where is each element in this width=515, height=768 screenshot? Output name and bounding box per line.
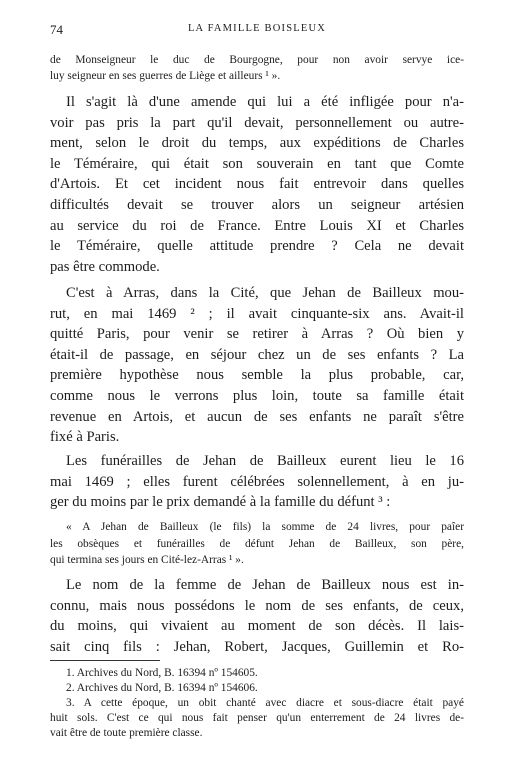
text-line: quitté Paris, pour venir se retirer à Arras ? Où bien y xyxy=(50,326,464,343)
footnote-rule xyxy=(50,660,160,661)
text-line: ment, selon le droit du temps, aux expéditions de Charles xyxy=(50,135,464,152)
footnote: 1. Archives du Nord, B. 16394 nº 154605. xyxy=(66,667,258,679)
text-line: les obsèques et funérailles de défunt Jehan de Bailleux, son père, xyxy=(50,537,464,550)
text-line: mai 1469 ; elles furent célébrées solennellement, à en ju- xyxy=(50,473,464,490)
text-line: C'est à Arras, dans la Cité, que Jehan de Bailleux mou- xyxy=(66,285,464,301)
footnote: vait être de toute première classe. xyxy=(50,727,203,739)
paragraph-continuation xyxy=(50,52,464,84)
text-line: pas être commode. xyxy=(50,258,160,275)
text-line: ger du moins par le prix demandé à la famille du défunt ³ : xyxy=(50,494,391,511)
text-line: de Monseigneur le duc de Bourgogne, pour non avoir servye ice- xyxy=(50,54,464,66)
paragraph-funerailles xyxy=(50,451,464,513)
text-line: comme nous le verrons plus loin, toute sa famille était xyxy=(50,387,464,404)
text-line: Le nom de la femme de Jehan de Bailleux nous est in- xyxy=(66,577,464,593)
running-header xyxy=(50,22,464,38)
text-line: au service du roi de France. Entre Louis XI et Charles xyxy=(50,217,464,234)
text-line: « A Jehan de Bailleux (le fils) la somme de 24 livres, pour paîer xyxy=(66,521,464,533)
text-line: connu, mais nous possédons le nom de ses enfants, de ceux, xyxy=(50,597,464,614)
text-line: Les funérailles de Jehan de Bailleux eurent lieu le 16 xyxy=(66,453,464,469)
text-line: du moins, qui vivaient au moment de son décès. Il lais- xyxy=(50,618,464,635)
text-line: Il s'agit là d'une amende qui lui a été infligée pour n'a- xyxy=(66,94,464,110)
text-line: rut, en mai 1469 ² ; il avait cinquante-six ans. Avait-il xyxy=(50,305,464,322)
text-line: sait cinq fils : Jehan, Robert, Jacques, Guillemin et Ro- xyxy=(50,638,464,655)
running-title: LA FAMILLE BOISLEUX xyxy=(187,23,327,34)
text-line: difficultés devait se trouver alors un seigneur artésien xyxy=(50,196,464,213)
footnote: 3. A cette époque, un obit chanté avec diacre et sous-diacre était payé xyxy=(66,697,464,709)
text-line: était-il de passage, en séjour chez un de ses enfants ? La xyxy=(50,346,464,363)
text-line: le Téméraire, qui était son souverain en tant que Comte xyxy=(50,155,464,172)
footnote: huit sols. C'est ce qui nous fait penser qu'un enterrement de 24 livres de- xyxy=(50,712,464,724)
paragraph-arras xyxy=(50,283,464,448)
footnotes xyxy=(50,666,464,741)
text-line: qui termina ses jours en Cité-lez-Arras ¹ ». xyxy=(50,554,244,566)
text-line: le Téméraire, quelle attitude prendre ? Cela ne devait xyxy=(50,238,464,255)
page-number: 74 xyxy=(50,22,63,37)
quotation xyxy=(50,519,464,569)
text-line: revenue en Artois, et aucun de ses enfants ne paraît s'être xyxy=(50,408,464,425)
paragraph-amende xyxy=(50,92,464,277)
text-line: voir pas pris la part qu'il devait, personnellement ou autre- xyxy=(50,114,464,131)
text-line: première hypothèse nous semble la plus probable, car, xyxy=(50,367,464,384)
text-line: d'Artois. Et cet incident nous fait entrevoir dans quelles xyxy=(50,176,464,193)
text-line: luy seigneur en ses guerres de Liège et ailleurs ¹ ». xyxy=(50,70,281,82)
paragraph-enfants xyxy=(50,575,464,657)
footnote: 2. Archives du Nord, B. 16394 nº 154606. xyxy=(66,682,258,694)
text-line: fixé à Paris. xyxy=(50,429,120,446)
